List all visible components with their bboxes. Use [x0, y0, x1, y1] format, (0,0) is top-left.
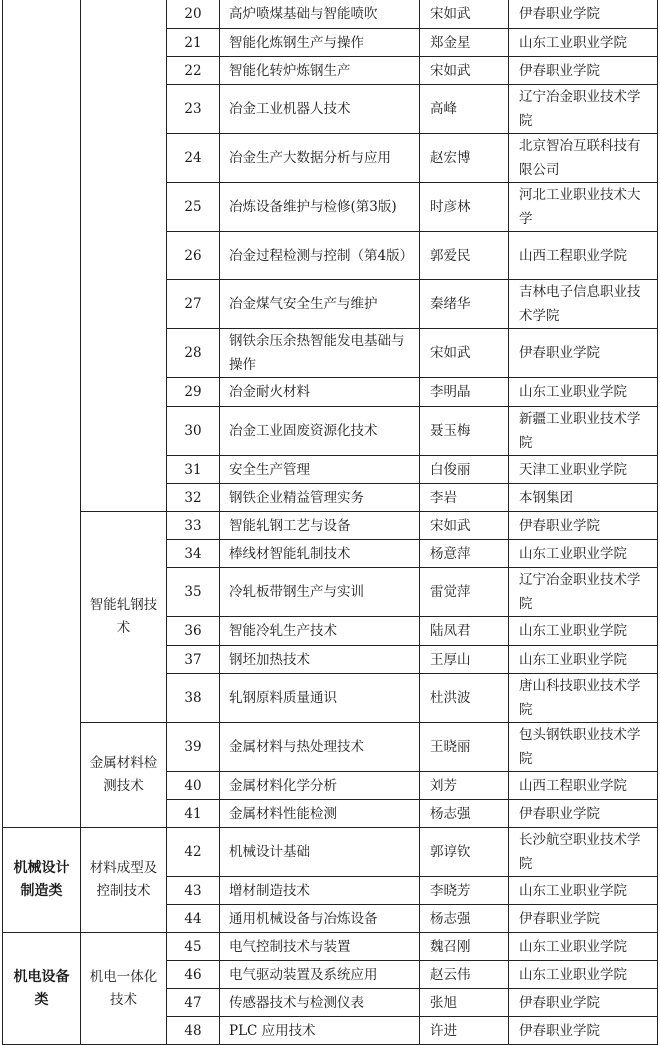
editor-name: 杨志强: [420, 800, 509, 828]
editor-name: 郭爱民: [420, 232, 509, 280]
row-number: 21: [167, 29, 220, 57]
editor-name: 郑金星: [420, 29, 509, 57]
institution-name: 伊春职业学院: [509, 512, 658, 540]
editor-name: 杨志强: [420, 905, 509, 933]
textbook-title: 棒线材智能轧制技术: [220, 540, 420, 568]
institution-name: 长沙航空职业技术学院: [509, 828, 658, 877]
textbook-title: 金属材料与热处理技术: [220, 723, 420, 772]
textbook-title: 冶金工业机器人技术: [220, 85, 420, 134]
row-number: 41: [167, 800, 220, 828]
editor-name: 宋如武: [420, 57, 509, 85]
editor-name: 赵宏博: [420, 134, 509, 183]
institution-name: 山东工业职业学院: [509, 877, 658, 905]
row-number: 47: [167, 989, 220, 1017]
table-row: [3, 723, 658, 772]
institution-name: 北京智冶互联科技有限公司: [509, 134, 658, 183]
institution-name: 本钢集团: [509, 484, 658, 512]
institution-name: 山东工业职业学院: [509, 646, 658, 674]
row-number: 31: [167, 456, 220, 484]
textbook-title: 冶炼设备维护与检修(第3版): [220, 183, 420, 232]
editor-name: 白俊丽: [420, 456, 509, 484]
institution-name: 天津工业职业学院: [509, 456, 658, 484]
institution-name: 山西工程职业学院: [509, 772, 658, 800]
row-number: 46: [167, 961, 220, 989]
textbook-title: 钢铁企业精益管理实务: [220, 484, 420, 512]
row-number: 43: [167, 877, 220, 905]
editor-name: 李岩: [420, 484, 509, 512]
editor-name: 雷觉萍: [420, 568, 509, 617]
textbook-title: 高炉喷煤基础与智能喷吹: [220, 0, 420, 29]
institution-name: 辽宁冶金职业技术学院: [509, 85, 658, 134]
row-number: 23: [167, 85, 220, 134]
category-cell: 机电设备类: [3, 933, 81, 1045]
editor-name: 高峰: [420, 85, 509, 134]
textbook-title: 智能冷轧生产技术: [220, 617, 420, 646]
institution-name: 伊春职业学院: [509, 1017, 658, 1045]
row-number: 28: [167, 329, 220, 378]
row-number: 30: [167, 407, 220, 456]
institution-name: 伊春职业学院: [509, 800, 658, 828]
row-number: 25: [167, 183, 220, 232]
table-row: [3, 828, 658, 877]
editor-name: 许进: [420, 1017, 509, 1045]
textbook-title: 智能轧钢工艺与设备: [220, 512, 420, 540]
row-number: 36: [167, 617, 220, 646]
editor-name: 宋如武: [420, 329, 509, 378]
institution-name: 吉林电子信息职业技术学院: [509, 280, 658, 329]
institution-name: 伊春职业学院: [509, 0, 658, 29]
row-number: 37: [167, 646, 220, 674]
table-row: [3, 512, 658, 540]
institution-name: 山东工业职业学院: [509, 961, 658, 989]
textbook-title: 冷轧板带钢生产与实训: [220, 568, 420, 617]
row-number: 26: [167, 232, 220, 280]
major-cell: 金属材料检测技术: [81, 723, 167, 828]
textbook-title: 智能化炼钢生产与操作: [220, 29, 420, 57]
major-cell: 智能轧钢技术: [81, 512, 167, 723]
editor-name: 郭谆钦: [420, 828, 509, 877]
textbook-title: 冶金工业固废资源化技术: [220, 407, 420, 456]
row-number: 48: [167, 1017, 220, 1045]
textbook-title: 冶金生产大数据分析与应用: [220, 134, 420, 183]
row-number: 38: [167, 674, 220, 723]
editor-name: 聂玉梅: [420, 407, 509, 456]
row-number: 27: [167, 280, 220, 329]
institution-name: 山东工业职业学院: [509, 378, 658, 407]
editor-name: 杜洪波: [420, 674, 509, 723]
editor-name: 陆凤君: [420, 617, 509, 646]
textbook-title: 钢坯加热技术: [220, 646, 420, 674]
textbook-title: 钢铁余压余热智能发电基础与操作: [220, 329, 420, 378]
textbook-title: 电气驱动装置及系统应用: [220, 961, 420, 989]
row-number: 32: [167, 484, 220, 512]
row-number: 24: [167, 134, 220, 183]
row-number: 34: [167, 540, 220, 568]
row-number: 39: [167, 723, 220, 772]
editor-name: 王晓丽: [420, 723, 509, 772]
row-number: 29: [167, 378, 220, 407]
institution-name: 山西工程职业学院: [509, 232, 658, 280]
editor-name: 刘芳: [420, 772, 509, 800]
row-number: 22: [167, 57, 220, 85]
row-number: 40: [167, 772, 220, 800]
textbook-title: 安全生产管理: [220, 456, 420, 484]
textbook-title: 冶金煤气安全生产与维护: [220, 280, 420, 329]
editor-name: 张旭: [420, 989, 509, 1017]
institution-name: 新疆工业职业技术学院: [509, 407, 658, 456]
editor-name: 李晓芳: [420, 877, 509, 905]
textbook-title: 金属材料化学分析: [220, 772, 420, 800]
row-number: 45: [167, 933, 220, 961]
row-number: 35: [167, 568, 220, 617]
institution-name: 山东工业职业学院: [509, 617, 658, 646]
row-number: 42: [167, 828, 220, 877]
table-row: [3, 0, 658, 29]
textbook-title: 传感器技术与检测仪表: [220, 989, 420, 1017]
institution-name: 山东工业职业学院: [509, 933, 658, 961]
institution-name: 辽宁冶金职业技术学院: [509, 568, 658, 617]
major-cell: [81, 0, 167, 512]
textbook-title: 轧钢原料质量通识: [220, 674, 420, 723]
textbook-title: 冶金过程检测与控制（第4版）: [220, 232, 420, 280]
textbook-title: 通用机械设备与冶炼设备: [220, 905, 420, 933]
textbook-title: 电气控制技术与装置: [220, 933, 420, 961]
textbook-title: 金属材料性能检测: [220, 800, 420, 828]
institution-name: 伊春职业学院: [509, 57, 658, 85]
institution-name: 山东工业职业学院: [509, 540, 658, 568]
editor-name: 王厚山: [420, 646, 509, 674]
institution-name: 伊春职业学院: [509, 905, 658, 933]
textbook-title: 冶金耐火材料: [220, 378, 420, 407]
major-cell: 机电一体化技术: [81, 933, 167, 1045]
textbook-title: PLC 应用技术: [220, 1017, 420, 1045]
institution-name: 包头钢铁职业技术学院: [509, 723, 658, 772]
category-cell: [3, 0, 81, 828]
institution-name: 唐山科技职业技术学院: [509, 674, 658, 723]
textbook-title: 智能化转炉炼钢生产: [220, 57, 420, 85]
institution-name: 河北工业职业技术大学: [509, 183, 658, 232]
row-number: 33: [167, 512, 220, 540]
editor-name: 李明晶: [420, 378, 509, 407]
editor-name: 魏召刚: [420, 933, 509, 961]
institution-name: 伊春职业学院: [509, 329, 658, 378]
textbook-table: [2, 0, 658, 1045]
textbook-title: 机械设计基础: [220, 828, 420, 877]
editor-name: 时彦林: [420, 183, 509, 232]
editor-name: 宋如武: [420, 512, 509, 540]
editor-name: 赵云伟: [420, 961, 509, 989]
category-cell: 机械设计制造类: [3, 828, 81, 933]
editor-name: 秦绪华: [420, 280, 509, 329]
row-number: 44: [167, 905, 220, 933]
editor-name: 宋如武: [420, 0, 509, 29]
table-row: [3, 933, 658, 961]
textbook-title: 增材制造技术: [220, 877, 420, 905]
institution-name: 伊春职业学院: [509, 989, 658, 1017]
row-number: 20: [167, 0, 220, 29]
major-cell: 材料成型及控制技术: [81, 828, 167, 933]
institution-name: 山东工业职业学院: [509, 29, 658, 57]
editor-name: 杨意萍: [420, 540, 509, 568]
